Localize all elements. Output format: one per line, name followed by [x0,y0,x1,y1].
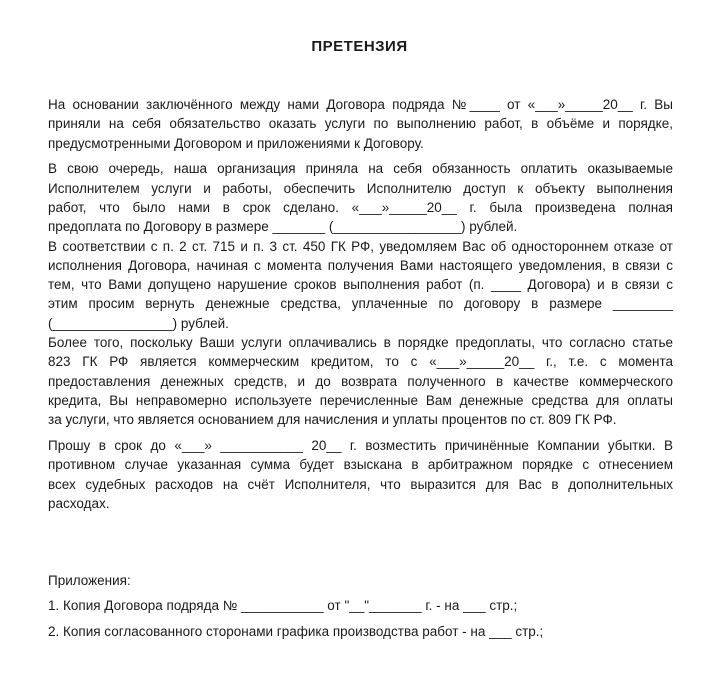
text-line: работ, что было нами в срок сделано. «___»_____20__ г. была произведена полная [48,199,673,215]
text-line: приняли на себя обязательство оказать услуги по выполнению работ, в объёме и порядке, [48,116,673,132]
text-line: этим просим вернуть денежные средства, уплаченные по договору в размере ________ [48,296,673,312]
paragraph-1 [48,95,673,153]
appendix-heading [48,571,131,590]
paragraph-2 [48,159,673,429]
text-line: 823 ГК РФ является коммерческим кредитом, то с «___»_____20__ г., т.е. с момента [48,354,673,370]
appendix-item-2: 2. Копия согласованного сторонами графика производства работ - на ___ стр.; [48,624,544,639]
appendix-item-1: 1. Копия Договора подряда № ___________ от "__"_______ г. - на ___ стр.; [48,598,518,613]
text-line: исполнения Договора, начиная с момента получения Вами настоящего уведомления, в связи с [48,257,673,273]
text-line: расходах. [48,495,110,511]
text-line: кредита, Вы неправомерно используете перечисленные Вам денежные средства для оплаты [48,392,673,408]
text-line: всех судебных расходов на счёт Исполнителя, что выразится для Вас в дополнительных [48,476,673,492]
text-line: тем, что Вами допущено нарушение сроков выполнения работ (п. ____ Договора) и в связи с [48,277,673,293]
text-line: противном случае указанная сумма будет взыскана в арбитражном порядке с отнесением [48,457,673,473]
text-line: предоплата по Договору в размере _______ (_________________) рублей. [48,219,518,235]
text-line: предусмотренными Договором и приложениями к Договору. [48,135,424,151]
text-line: Исполнителем услуги и работы, обеспечить Исполнителю доступ к объекту выполнения [48,180,673,196]
paragraph-3 [48,436,673,513]
text-line: В соответствии с п. 2 ст. 715 и п. 3 ст. 450 ГК РФ, уведомляем Вас об одностороннем отказе от [48,238,673,254]
text-line: В свою очередь, наша организация приняла на себя обязанность оплатить оказываемые [48,161,673,177]
document-body [48,95,673,520]
text-line: На основании заключённого между нами Договора подряда №____ от «___»_____20__ г. Вы [48,97,673,112]
text-line: Более того, поскольку Ваши услуги оплачивались в порядке предоплаты, что согласно статье [48,335,673,351]
text-line: предоставления денежных средств, и до возврата полученного в качестве коммерческого [48,373,673,389]
document-title: ПРЕТЕНЗИЯ [311,38,408,55]
text-line: Прошу в срок до «___» ___________ 20__ г. возместить причинённые Компании убытки. В [48,438,673,454]
text-line: (________________) рублей. [48,315,229,331]
text-line: за услуги, что является основанием для начисления и уплаты процентов по ст. 809 ГК РФ. [48,412,617,428]
appendix-title: Приложения: [48,573,131,588]
